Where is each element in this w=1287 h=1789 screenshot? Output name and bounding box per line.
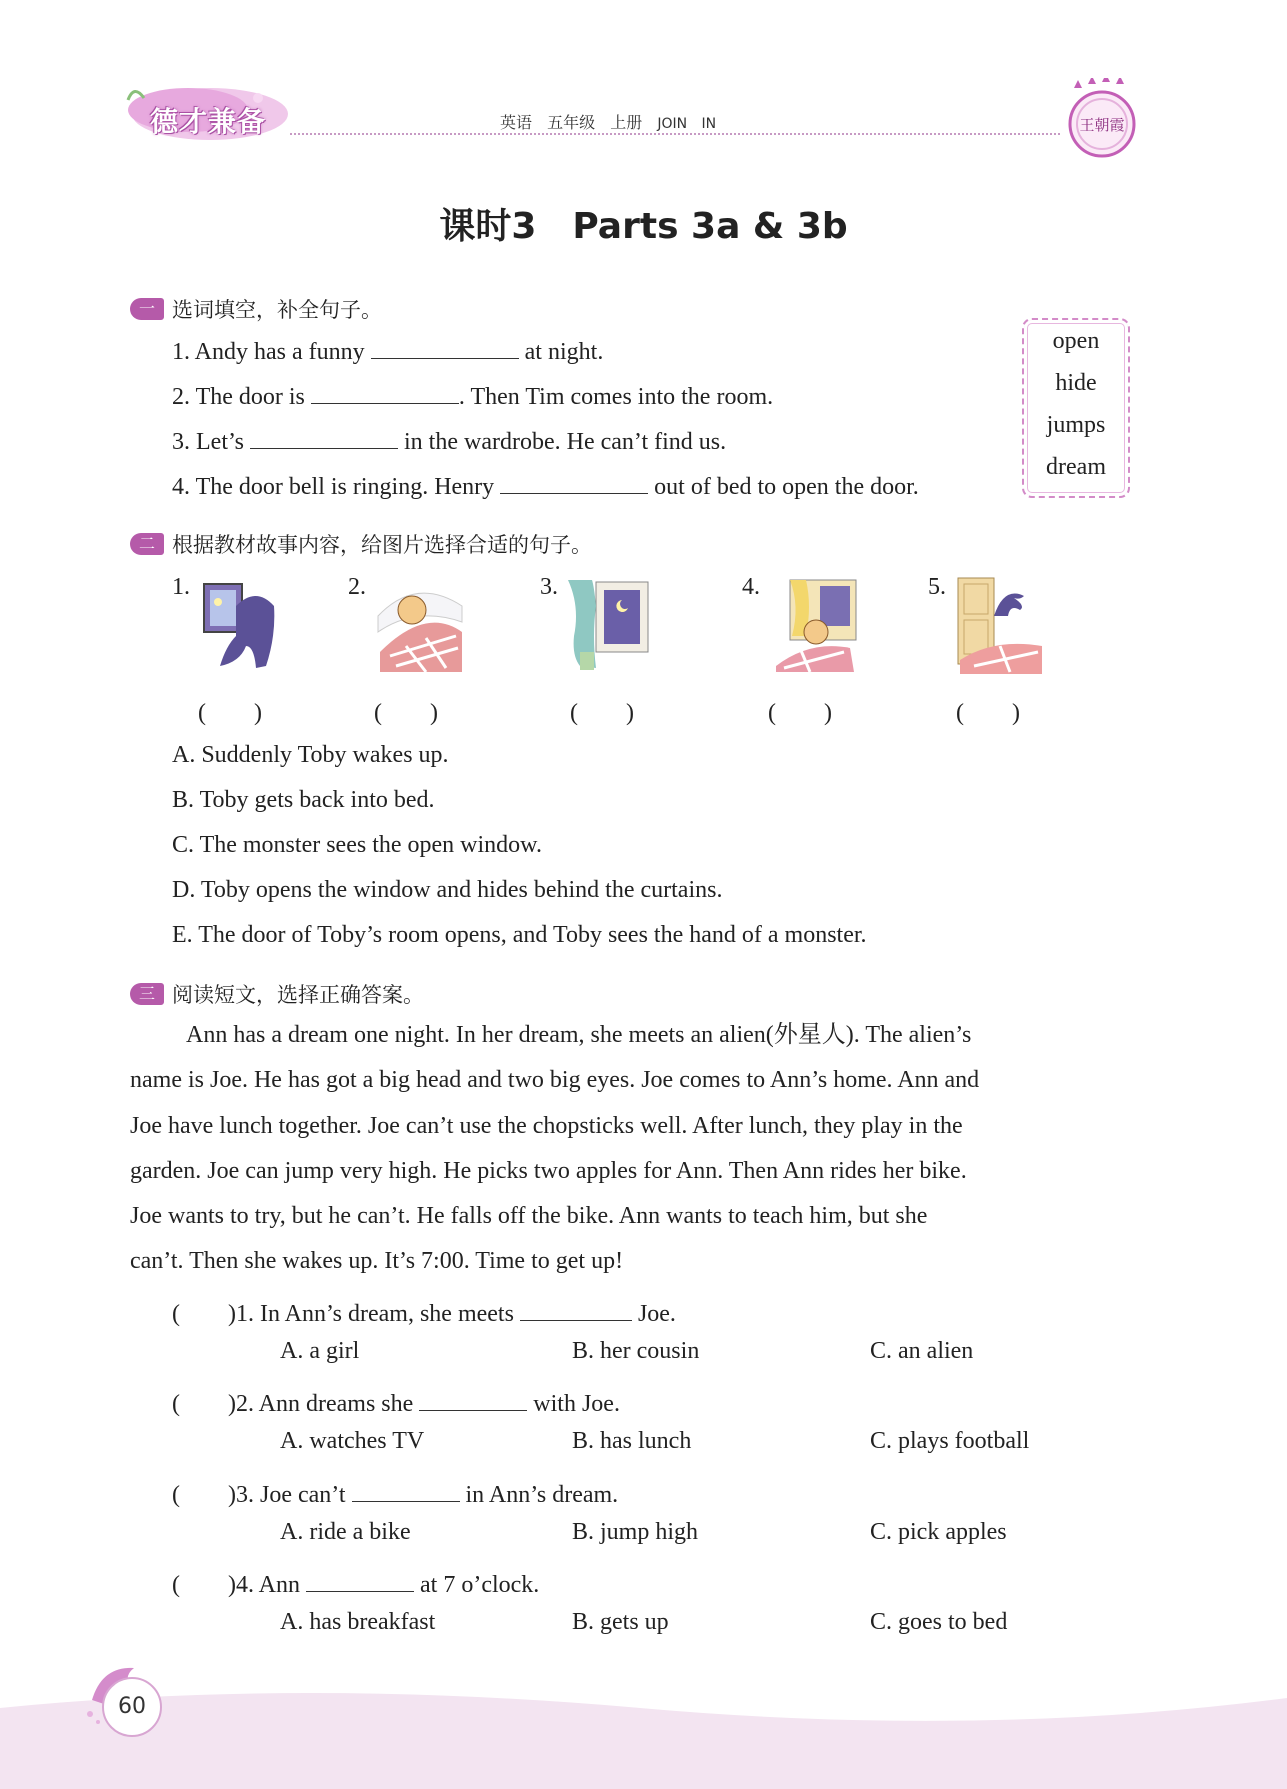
q4-option-b[interactable]: B. gets up [572,1609,669,1635]
picture-label: 5. [928,574,946,600]
badge-text: 王朝霞 [1079,116,1125,134]
picture-answer-slot[interactable]: ( ) [570,700,634,726]
answer-paren[interactable]: ( ) [172,1301,236,1327]
word-bank-item: dream [1046,454,1106,480]
header-volume: 上册 [610,113,643,132]
s1-item-1 [172,336,603,366]
q1-option-a[interactable]: A. a girl [280,1338,360,1364]
question-text: 1. In Ann’s dream, she meets [235,1301,520,1327]
picture-label: 2. [348,574,366,600]
question-2 [172,1383,620,1418]
q3-option-c[interactable]: C. pick apples [870,1519,1007,1545]
answer-blank[interactable] [352,1479,460,1502]
picture-label: 4. [742,574,760,600]
question-4 [172,1564,539,1599]
section1-instruction: 选词填空，补全句子。 [172,298,382,322]
question-text: with Joe. [527,1391,620,1417]
q1-option-c[interactable]: C. an alien [870,1338,974,1364]
header-divider [290,133,1060,135]
header-subject: 英语 [500,113,533,132]
section2-number: 二 [130,533,164,555]
s1-item-2 [172,381,773,411]
answer-blank[interactable] [371,336,519,359]
s1-item-text: . Then Tim comes into the room. [458,384,774,410]
s1-item-text: out of bed to open the door. [648,474,919,500]
word-bank-item: jumps [1046,412,1106,438]
section3-header [130,979,424,1009]
sleeping-toby-icon [376,576,466,676]
picture-answer-slot[interactable]: ( ) [956,700,1020,726]
footer-wave [0,1688,1287,1789]
question-text: in Ann’s dream. [459,1482,619,1508]
s1-item-text: 1. Andy has a funny [172,339,371,365]
picture-answer-slot[interactable]: ( ) [768,700,832,726]
answer-blank[interactable] [520,1298,632,1321]
answer-blank[interactable] [306,1569,414,1592]
question-1 [172,1293,676,1328]
s2-option: E. The door of Toby’s room opens, and Toby sees the hand of a monster. [172,922,867,948]
question-text: 2. Ann dreams she [235,1391,420,1417]
s1-item-text: 3. Let’s [172,429,250,455]
question-text: Joe. [631,1301,676,1327]
q1-option-b[interactable]: B. her cousin [572,1338,700,1364]
passage-line: name is Joe. He has got a big head and two big eyes. Joe comes to Ann’s home. Ann and [130,1067,980,1094]
header-edition: JOIN IN [657,116,717,132]
answer-paren[interactable]: ( ) [172,1391,236,1417]
question-text: at 7 o’clock. [414,1572,540,1598]
curtain-window-icon [566,576,656,676]
question-text: 4. Ann [235,1572,306,1598]
section3-number: 三 [130,983,164,1005]
answer-blank[interactable] [250,426,398,449]
s1-item-3 [172,426,726,456]
passage-line: garden. Joe can jump very high. He picks two apples for Ann. Then Ann rides her bike. [130,1157,967,1184]
logo-text: 德才兼备 [150,105,267,138]
header-info [500,110,716,133]
q2-option-c[interactable]: C. plays football [870,1428,1030,1454]
reading-passage [130,1013,1130,1285]
answer-paren[interactable]: ( ) [172,1482,236,1508]
door-hand-icon [954,576,1044,676]
publisher-badge [1062,78,1142,164]
passage-line: Joe wants to try, but he can’t. He falls off the bike. Ann wants to teach him, but she [130,1203,928,1230]
section1-number: 一 [130,298,164,320]
passage-line: Ann has a dream one night. In her dream, she meets an alien(外星人). The alien’s [186,1022,972,1048]
window-monster-icon [196,576,286,676]
answer-paren[interactable]: ( ) [172,1572,236,1598]
q2-option-b[interactable]: B. has lunch [572,1428,692,1454]
answer-blank[interactable] [311,381,459,404]
section1-header [130,294,382,324]
s1-item-text: in the wardrobe. He can’t find us. [398,429,727,455]
s2-option: D. Toby opens the window and hides behind the curtains. [172,877,723,903]
section2-instruction: 根据教材故事内容，给图片选择合适的句子。 [172,533,592,557]
s1-item-text: at night. [518,339,604,365]
question-3 [172,1474,618,1509]
s2-option: A. Suddenly Toby wakes up. [172,742,449,768]
picture-label: 1. [172,574,190,600]
section3-instruction: 阅读短文，选择正确答案。 [172,983,424,1007]
passage-line: can’t. Then she wakes up. It’s 7:00. Time to get up! [130,1248,624,1275]
toby-waking-icon [770,576,860,676]
s1-item-text: 2. The door is [172,384,311,410]
word-bank [1022,318,1130,498]
word-bank-item: open [1052,328,1100,354]
header-grade: 五年级 [547,113,596,132]
picture-answer-slot[interactable]: ( ) [198,700,262,726]
page-title: 课时3 Parts 3a & 3b [439,206,848,247]
s2-option: C. The monster sees the open window. [172,832,542,858]
answer-blank[interactable] [419,1388,527,1411]
question-text: 3. Joe can’t [235,1482,352,1508]
s2-option: B. Toby gets back into bed. [172,787,435,813]
q2-option-a[interactable]: A. watches TV [280,1428,425,1454]
picture-label: 3. [540,574,558,600]
q3-option-a[interactable]: A. ride a bike [280,1519,411,1545]
answer-blank[interactable] [500,471,648,494]
q4-option-a[interactable]: A. has breakfast [280,1609,436,1635]
page-number: 60 [102,1677,162,1737]
passage-line: Joe have lunch together. Joe can’t use the chopsticks well. After lunch, they play in the [130,1112,963,1139]
q3-option-b[interactable]: B. jump high [572,1519,699,1545]
q4-option-c[interactable]: C. goes to bed [870,1609,1008,1635]
s1-item-text: 4. The door bell is ringing. Henry [172,474,501,500]
picture-answer-slot[interactable]: ( ) [374,700,438,726]
s1-item-4 [172,471,919,501]
section2-header [130,529,592,559]
word-bank-item: hide [1055,370,1097,396]
